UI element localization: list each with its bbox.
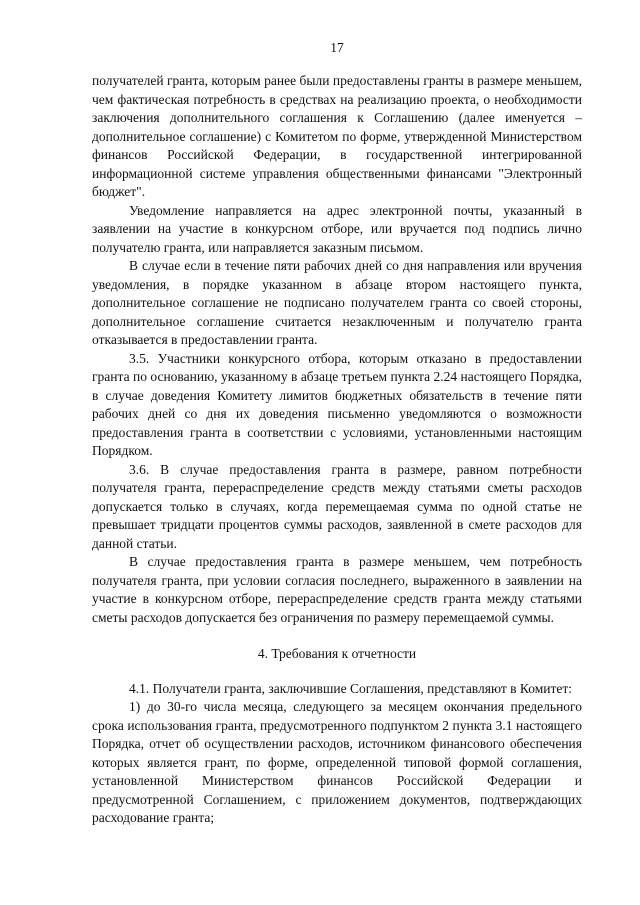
section-heading: 4. Требования к отчетности [257,646,417,661]
paragraph-reallocation: В случае предоставления гранта в размере меньшем, чем потребность получателя гранта, при условии согласия последнего, выраженного в заявлении на участие в конкурсном отборе, перераспределение средств гранта между статьями сметы расходов допускается без ограничения по размеру перемещаемой суммы. [92,554,582,625]
paragraph-continuation: получателей гранта, которым ранее были предоставлены гранты в размере меньшем, чем фактическая потребность в средствах на реализацию проекта, о необходимости заключения дополнительного соглашения к Соглашению (далее именуется – дополнительное соглашение) с Комитетом по форме, утвержденной Министерством финансов Российской Федерации, в государственной интегрированной информационной системе управления общественными финансами "Электронный бюджет". [92,73,582,199]
paragraph-3-5: 3.5. Участники конкурсного отбора, которым отказано в предоставлении гранта по основанию, указанному в абзаце третьем пункта 2.24 настоящего Порядка, в случае доведения Комитету лимитов бюджетных обязательств в течение пяти рабочих дней со дня их доведения письменно уведомляются о возможности предоставления гранта в соответствии с условиями, установленными настоящим Порядком. [92,350,582,458]
paragraph-unsigned-agreement: В случае если в течение пяти рабочих дней со дня направления или вручения уведомления, в порядке указанном в абзаце втором настоящего пункта, дополнительное соглашение не подписано получателем гранта со своей стороны, дополнительное соглашение считается незаключенным и получателю гранта отказывается в предоставлении гранта. [92,258,582,347]
paragraph-notification: Уведомление направляется на адрес электронной почты, указанный в заявлении на участие в конкурсном отборе, или вручается под подпись лично получателю гранта, или направляется заказным письмом. [92,202,582,255]
paragraph-3-6: 3.6. В случае предоставления гранта в размере, равном потребности получателя гранта, перераспределение средств между статьями сметы расходов допускается только в случаях, когда перемещаемая сумма по одной статье не превышает тридцати процентов суммы расходов, заявленной в смете расходов для данной статьи. [92,461,582,551]
paragraph-4-1: 4.1. Получатели гранта, заключившие Соглашения, представляют в Комитет: [129,680,573,696]
page-number: 17 [330,40,344,55]
paragraph-4-1-item-1: 1) до 30-го числа месяца, следующего за месяцем окончания предельного срока использования гранта, предусмотренного подпунктом 2 пункта 3.1 настоящего Порядка, отчет об осуществлении расходов, источником финансового обеспечения которых является грант, по форме, определенной типовой формой соглашения, установленной Министерством финансов Российской Федерации и предусмотренной Соглашением, с приложением документов, подтверждающих расходование гранта; [92,699,582,825]
document-page [92,40,582,828]
